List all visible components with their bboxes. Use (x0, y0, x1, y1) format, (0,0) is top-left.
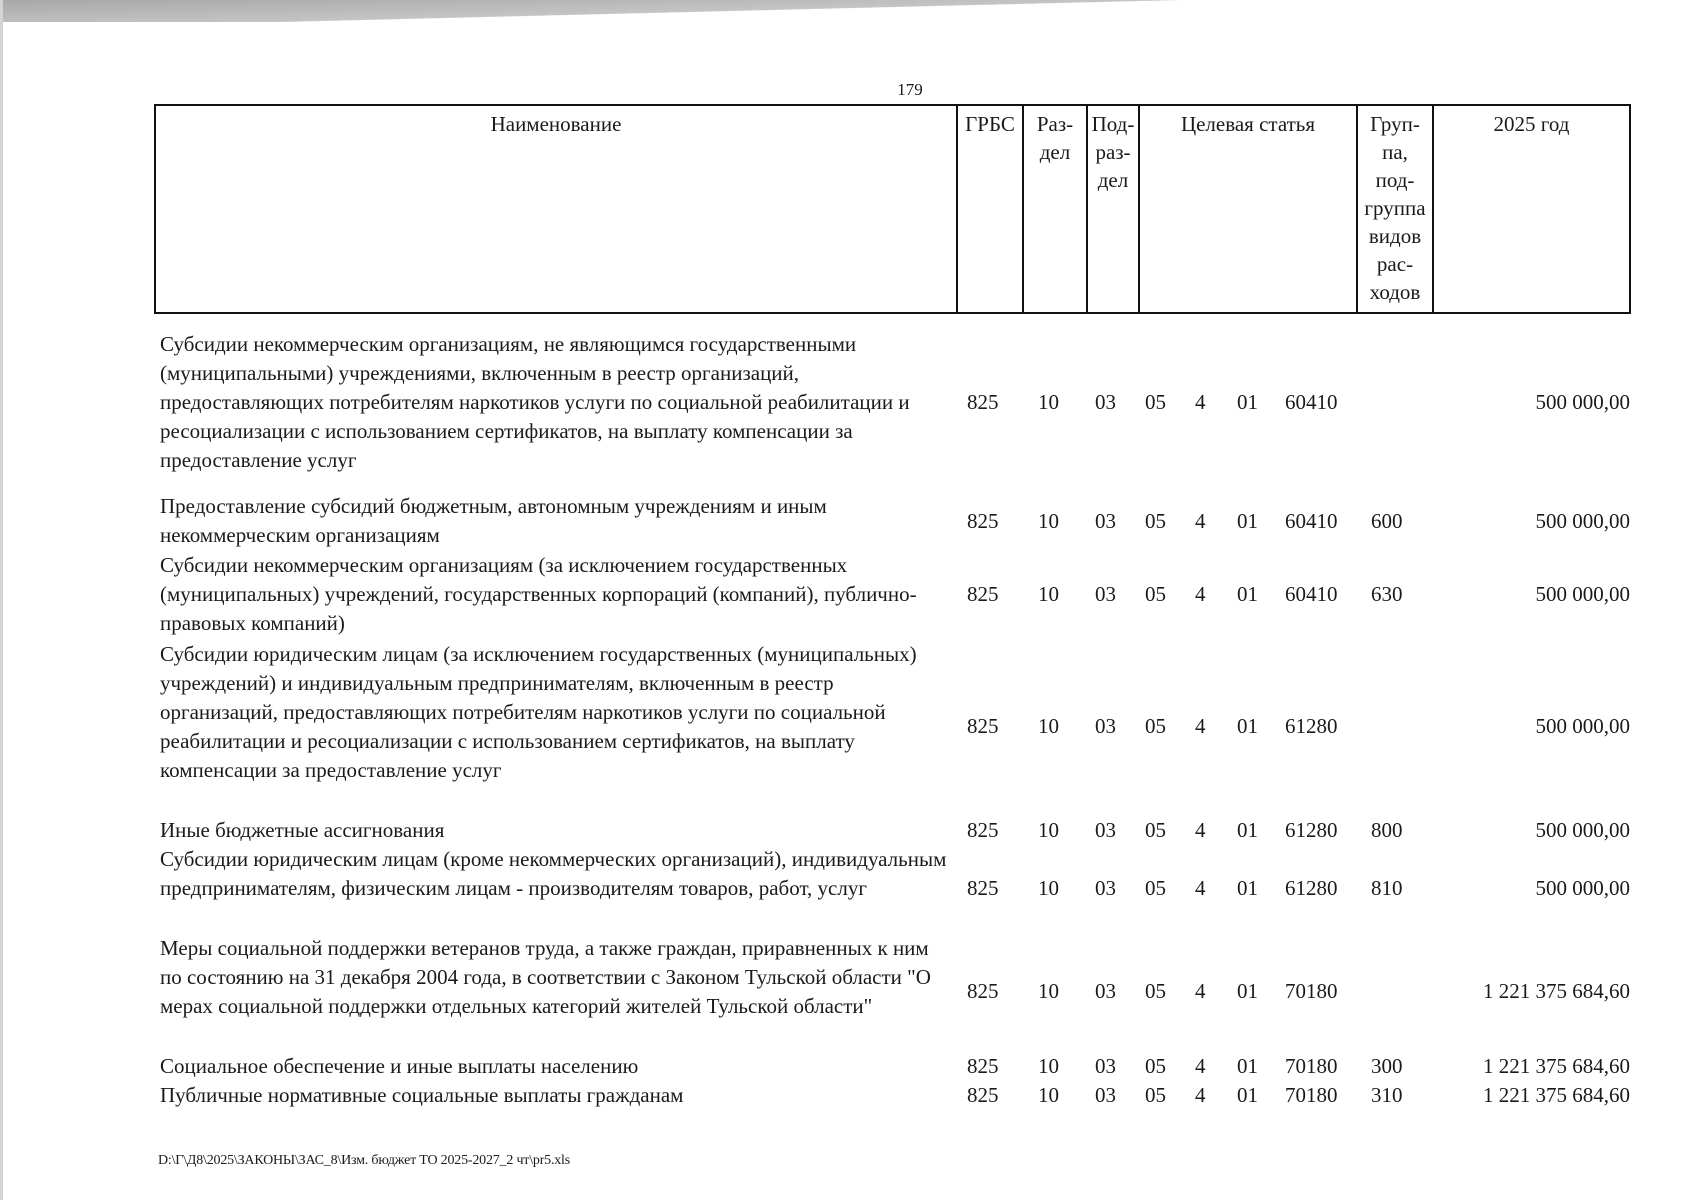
row-target-type: 4 (1195, 582, 1206, 606)
row-group: 810 (1371, 876, 1403, 900)
row-target-program: 05 (1145, 390, 1166, 414)
row-name: Субсидии юридическим лицам (за исключением государственных (муниципальных) учреждений) и индивидуальным предпринимателям, включенным в реестр организаций, предоставляющих потребителям наркотиков услуги по социальной реабилитации и ресоциализации с использованием сертификатов, на выплату компенсации за предоставление услуг (160, 642, 917, 782)
row-grbs: 825 (967, 714, 999, 738)
row-target-type: 4 (1195, 979, 1206, 1003)
row-podrazdel: 03 (1095, 979, 1116, 1003)
row-target-code: 60410 (1285, 582, 1338, 606)
row-razdel: 10 (1038, 714, 1059, 738)
row-amount: 500 000,00 (1535, 390, 1630, 414)
row-target-type: 4 (1195, 818, 1206, 842)
row-target-program: 05 (1145, 979, 1166, 1003)
table-header (154, 104, 1631, 314)
row-podrazdel: 03 (1095, 818, 1116, 842)
header-year: 2025 год (1493, 112, 1570, 136)
row-grbs: 825 (967, 876, 999, 900)
row-amount: 500 000,00 (1535, 818, 1630, 842)
row-podrazdel: 03 (1095, 1054, 1116, 1078)
footer-file-path: D:\Г\Д8\2025\ЗАКОНЫ\ЗАС_8\Изм. бюджет ТО 2025-2027_2 чт\pr5.xls (158, 1153, 570, 1168)
row-target-program: 05 (1145, 876, 1166, 900)
row-podrazdel: 03 (1095, 714, 1116, 738)
row-target-code: 70180 (1285, 1054, 1338, 1078)
row-razdel: 10 (1038, 390, 1059, 414)
row-target-sub: 01 (1237, 876, 1258, 900)
row-target-code: 61280 (1285, 818, 1338, 842)
row-grbs: 825 (967, 390, 999, 414)
row-name: Социальное обеспечение и иные выплаты населению (160, 1054, 639, 1078)
row-podrazdel: 03 (1095, 1083, 1116, 1107)
row-target-sub: 01 (1237, 818, 1258, 842)
row-target-program: 05 (1145, 1054, 1166, 1078)
row-target-type: 4 (1195, 876, 1206, 900)
scan-shadow-left (0, 0, 3, 1200)
row-target-sub: 01 (1237, 1083, 1258, 1107)
header-group: Груп- па, под- группа видов рас- ходов (1364, 112, 1426, 304)
row-target-program: 05 (1145, 714, 1166, 738)
header-grbs: ГРБС (965, 112, 1015, 136)
row-target-type: 4 (1195, 714, 1206, 738)
row-podrazdel: 03 (1095, 582, 1116, 606)
row-grbs: 825 (967, 509, 999, 533)
row-amount: 500 000,00 (1535, 509, 1630, 533)
row-target-code: 60410 (1285, 509, 1338, 533)
row-target-sub: 01 (1237, 714, 1258, 738)
header-podrazdel: Под- раз- дел (1091, 112, 1135, 192)
row-target-sub: 01 (1237, 582, 1258, 606)
row-podrazdel: 03 (1095, 509, 1116, 533)
row-target-program: 05 (1145, 1083, 1166, 1107)
row-amount: 500 000,00 (1535, 876, 1630, 900)
row-target-sub: 01 (1237, 979, 1258, 1003)
row-target-sub: 01 (1237, 390, 1258, 414)
row-target-code: 60410 (1285, 390, 1338, 414)
row-target-type: 4 (1195, 1054, 1206, 1078)
row-amount: 1 221 375 684,60 (1483, 1083, 1630, 1107)
row-name: Предоставление субсидий бюджетным, автономным учреждениям и иным некоммерческим организациям (160, 494, 827, 547)
row-grbs: 825 (967, 979, 999, 1003)
row-name: Меры социальной поддержки ветеранов труда, а также граждан, приравненных к ним по состоянию на 31 декабря 2004 года, в соответствии с Законом Тульской области "О мерах социальной поддержки отдельных категорий жителей Тульской области" (160, 936, 931, 1018)
row-target-program: 05 (1145, 509, 1166, 533)
row-name: Субсидии юридическим лицам (кроме некоммерческих организаций), индивидуальным предпринимателям, физическим лицам - производителям товаров, работ, услуг (160, 847, 947, 900)
row-razdel: 10 (1038, 1054, 1059, 1078)
row-group: 800 (1371, 818, 1403, 842)
row-razdel: 10 (1038, 979, 1059, 1003)
row-target-type: 4 (1195, 509, 1206, 533)
row-target-code: 61280 (1285, 714, 1338, 738)
row-target-program: 05 (1145, 582, 1166, 606)
row-name: Иные бюджетные ассигнования (160, 818, 445, 842)
row-target-code: 70180 (1285, 1083, 1338, 1107)
row-group: 310 (1371, 1083, 1403, 1107)
row-amount: 1 221 375 684,60 (1483, 1054, 1630, 1078)
row-name: Субсидии некоммерческим организациям (за исключением государственных (муниципальных) учреждений, государственных корпораций (компаний), публично-правовых компаний) (160, 553, 917, 635)
row-name: Субсидии некоммерческим организациям, не являющимся государственными (муниципальными) учреждениями, включенным в реестр организаций, предоставляющих потребителям наркотиков услуги по социальной реабилитации и ресоциализации с использованием сертификатов, на выплату компенсации за предоставление услуг (160, 332, 910, 472)
row-amount: 500 000,00 (1535, 582, 1630, 606)
row-target-type: 4 (1195, 1083, 1206, 1107)
header-name: Наименование (490, 112, 622, 136)
row-razdel: 10 (1038, 818, 1059, 842)
row-razdel: 10 (1038, 582, 1059, 606)
scan-shadow-top (0, 0, 1694, 22)
row-grbs: 825 (967, 818, 999, 842)
row-target-program: 05 (1145, 818, 1166, 842)
row-podrazdel: 03 (1095, 390, 1116, 414)
row-group: 630 (1371, 582, 1403, 606)
row-podrazdel: 03 (1095, 876, 1116, 900)
row-target-sub: 01 (1237, 509, 1258, 533)
row-grbs: 825 (967, 1054, 999, 1078)
row-target-type: 4 (1195, 390, 1206, 414)
row-group: 300 (1371, 1054, 1403, 1078)
row-target-code: 70180 (1285, 979, 1338, 1003)
row-grbs: 825 (967, 1083, 999, 1107)
header-target: Целевая статья (1180, 112, 1316, 136)
row-target-sub: 01 (1237, 1054, 1258, 1078)
row-target-code: 61280 (1285, 876, 1338, 900)
row-razdel: 10 (1038, 509, 1059, 533)
header-razdel: Раз- дел (1036, 112, 1074, 164)
page-number: 179 (897, 80, 923, 99)
row-razdel: 10 (1038, 1083, 1059, 1107)
row-group: 600 (1371, 509, 1403, 533)
row-razdel: 10 (1038, 876, 1059, 900)
row-amount: 500 000,00 (1535, 714, 1630, 738)
row-amount: 1 221 375 684,60 (1483, 979, 1630, 1003)
row-grbs: 825 (967, 582, 999, 606)
row-name: Публичные нормативные социальные выплаты гражданам (160, 1083, 684, 1107)
